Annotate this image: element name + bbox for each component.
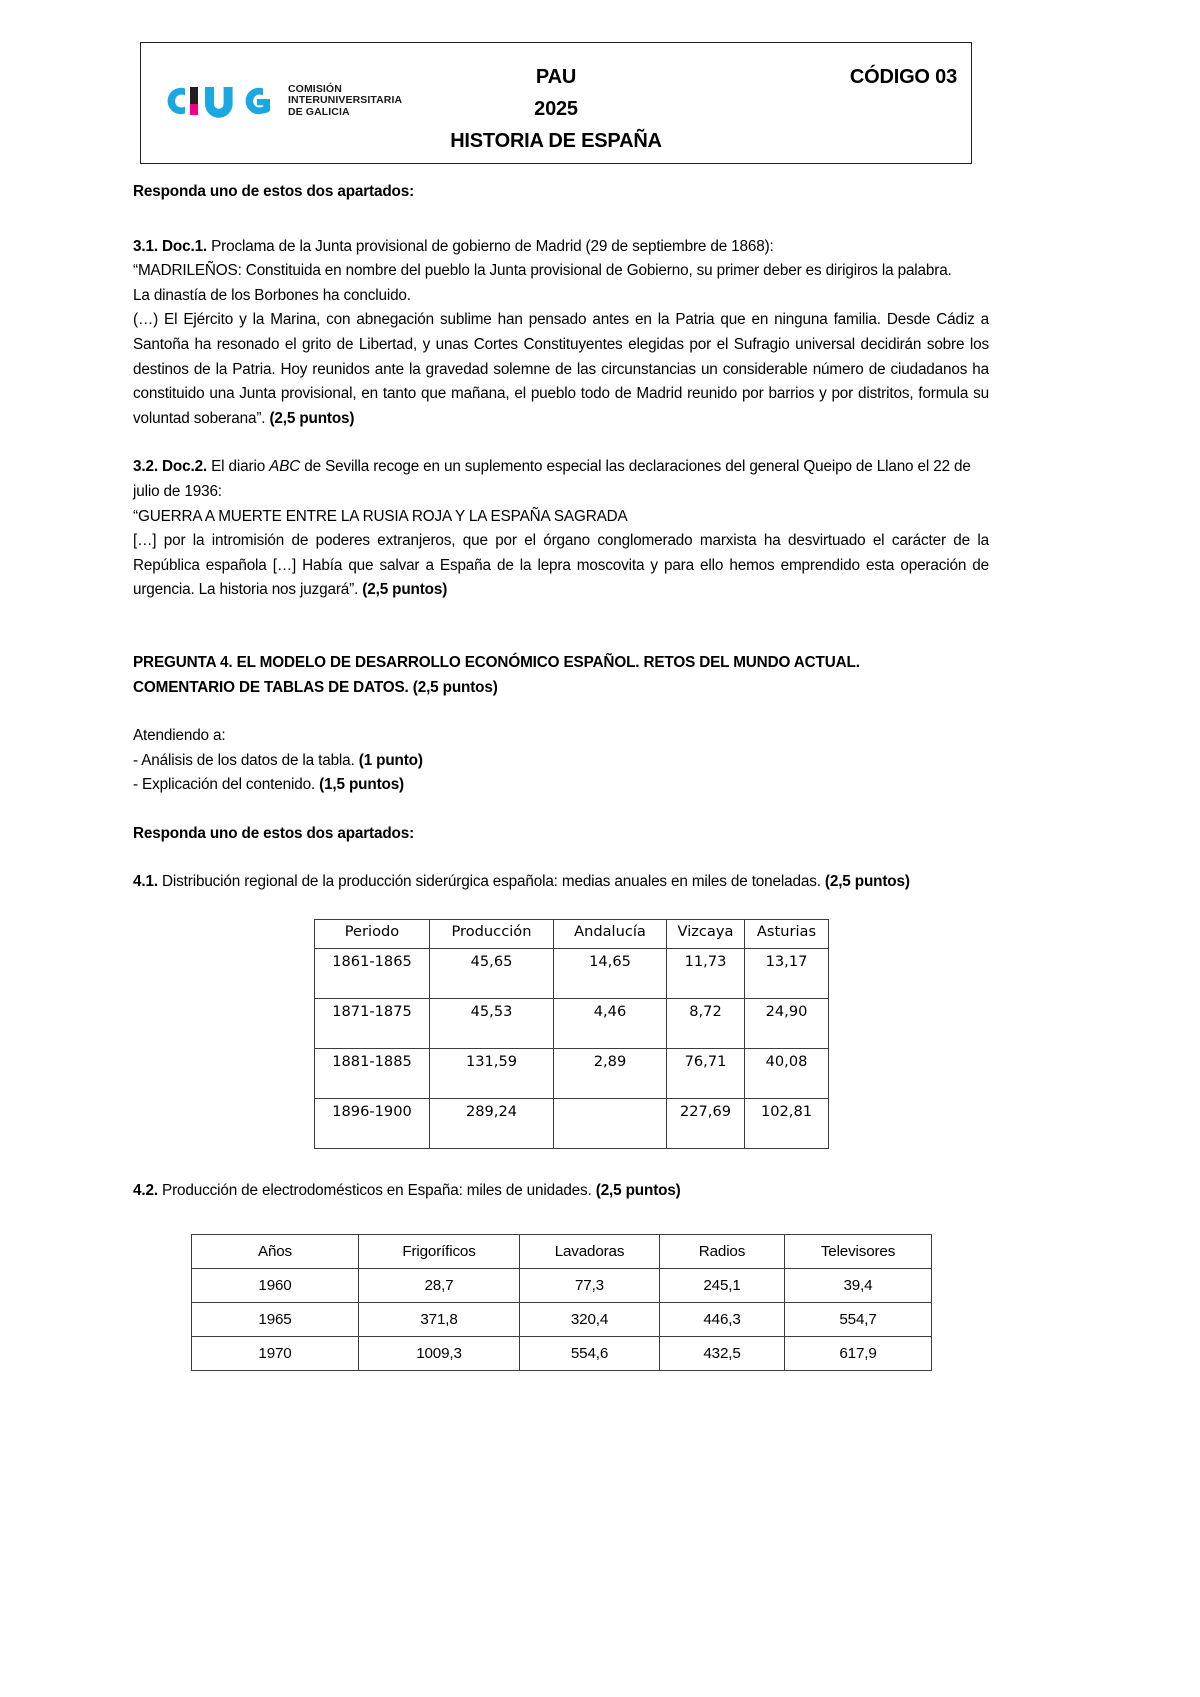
doc2-line-1: “GUERRA A MUERTE ENTRE LA RUSIA ROJA Y LA ESPAÑA SAGRADA: [133, 507, 628, 525]
table1-cell: 11,73: [667, 949, 745, 999]
doc2-intro: [133, 455, 989, 504]
table1-cell: 2,89: [554, 1049, 667, 1099]
table-row: [192, 1302, 932, 1336]
table2-cell: 617,9: [785, 1336, 932, 1370]
table2-cell: 245,1: [660, 1268, 785, 1302]
table1-header-cell: Andalucía: [554, 920, 667, 949]
doc1-intro-text: Proclama de la Junta provisional de gobierno de Madrid (29 de septiembre de 1868):: [207, 237, 774, 255]
table2-header-cell: Radios: [660, 1234, 785, 1268]
doc2-line-2-text: […] por la intromisión de poderes extranjeros, que por el órgano conglomerado marxista ha desvirtuado el carácter de la República española […] Había que salvar a España de la lepra moscovita y para ello hemos emprendido esta operación de urgencia. La historia nos juzgará”.: [133, 532, 989, 599]
doc1-intro: [133, 235, 989, 260]
table2-header-cell: Frigoríficos: [359, 1234, 520, 1268]
table2-cell: 77,3: [520, 1268, 660, 1302]
table1-cell: 13,17: [745, 949, 829, 999]
pregunta4-points: (2,5 puntos): [412, 678, 498, 696]
criteria-item-2-text: - Explicación del contenido.: [133, 776, 320, 794]
table-header-row: [192, 1234, 932, 1268]
table1-header-cell: Asturias: [745, 920, 829, 949]
table2-header-cell: Lavadoras: [520, 1234, 660, 1268]
criteria-item-2: [133, 773, 989, 798]
criteria-item-1: [133, 749, 989, 774]
exam-title-year: 2025: [534, 98, 578, 120]
section-4-1-number: 4.1.: [133, 873, 158, 891]
doc1-points: (2,5 puntos): [269, 409, 355, 427]
table2-cell: 1960: [192, 1268, 359, 1302]
table1-cell: 1896-1900: [315, 1099, 430, 1149]
exam-title-pau: PAU: [535, 66, 577, 88]
table2-cell: 554,7: [785, 1302, 932, 1336]
doc1-line-3-text: (…) El Ejército y la Marina, con abnegación sublime han pensado antes en la Patria que en ninguna familia. Desde Cádiz a Santoña ha resonado el grito de Libertad, y unas Cortes Constituyentes elegidas por el Sufragio universal decidirán sobre los destinos de la Patria. Hoy reunidos ante la gravedad solemne de las circunstancias un considerable número de ciudadanos ha constituido una Junta provisional, en tanto que mañana, el pueblo todo de Madrid reunido por barrios y por distritos, formula su voluntad soberana”.: [133, 311, 989, 427]
instruction-respond-one-2: Responda uno de estos dos apartados:: [133, 824, 415, 842]
table2-cell: 432,5: [660, 1336, 785, 1370]
pregunta4-subtitle: COMENTARIO DE TABLAS DE DATOS.: [133, 678, 413, 696]
table1-header-cell: Vizcaya: [667, 920, 745, 949]
section-4-1-caption: [133, 870, 989, 895]
table1-cell: 40,08: [745, 1049, 829, 1099]
section-4-2-text: Producción de electrodomésticos en España: miles de unidades.: [157, 1182, 596, 1200]
table1-cell-empty: [554, 1099, 667, 1149]
doc1-line-1: “MADRILEÑOS: Constituida en nombre del pueblo la Junta provisional de Gobierno, su primer deber es dirigiros la palabra.: [133, 262, 952, 280]
section-4-1-points: (2,5 puntos): [824, 873, 910, 891]
criteria-item-2-points: (1,5 puntos): [319, 776, 405, 794]
doc2-intro-italic: ABC: [269, 458, 301, 476]
table1-cell: 227,69: [667, 1099, 745, 1149]
table2-cell: 1970: [192, 1336, 359, 1370]
table2-cell: 1965: [192, 1302, 359, 1336]
table-row: [315, 1049, 829, 1099]
exam-header-box: [140, 42, 972, 164]
doc1-line-2: La dinastía de los Borbones ha concluido.: [133, 286, 411, 304]
table2-header-cell: Televisores: [785, 1234, 932, 1268]
doc2-points: (2,5 puntos): [362, 581, 448, 599]
section-4-2-caption: [133, 1179, 989, 1204]
table1-cell: 8,72: [667, 999, 745, 1049]
section-4-2-number: 4.2.: [133, 1182, 158, 1200]
criteria-intro: Atendiendo a:: [133, 727, 226, 745]
table2-cell: 554,6: [520, 1336, 660, 1370]
exam-title: [141, 61, 971, 157]
logo-word-line-3: DE GALICIA: [288, 105, 350, 118]
table2-header-cell: Años: [192, 1234, 359, 1268]
table-row: [192, 1268, 932, 1302]
pregunta4-title-line-2: [133, 676, 989, 701]
exam-code: CÓDIGO 03: [849, 66, 957, 88]
doc2-number: 3.2. Doc.2.: [133, 458, 208, 476]
exam-title-subject: HISTORIA DE ESPAÑA: [450, 130, 662, 152]
table-row: [315, 1099, 829, 1149]
logo-word-line-1: COMISIÓN: [288, 82, 342, 95]
doc1-line-3: [133, 308, 989, 431]
table1-cell: 289,24: [430, 1099, 554, 1149]
criteria-item-1-points: (1 punto): [358, 751, 423, 769]
section-4-2-points: (2,5 puntos): [595, 1182, 681, 1200]
pregunta4-title-line-1: PREGUNTA 4. EL MODELO DE DESARROLLO ECONÓMICO ESPAÑOL. RETOS DEL MUNDO ACTUAL.: [133, 653, 860, 671]
table-header-row: [315, 920, 829, 949]
section-4-1-text: Distribución regional de la producción siderúrgica española: medias anuales en miles de toneladas.: [157, 873, 825, 891]
table1-cell: 1871-1875: [315, 999, 430, 1049]
table1-cell: 102,81: [745, 1099, 829, 1149]
table1-cell: 45,53: [430, 999, 554, 1049]
table1-cell: 1861-1865: [315, 949, 430, 999]
table2-cell: 446,3: [660, 1302, 785, 1336]
logo-word-line-2: INTERUNIVERSITARIA: [288, 94, 403, 107]
table1-cell: 4,46: [554, 999, 667, 1049]
table2-cell: 320,4: [520, 1302, 660, 1336]
siderurgia-table-wrap: [314, 919, 817, 1149]
electrodomesticos-table-wrap: [191, 1234, 931, 1371]
table2-cell: 1009,3: [359, 1336, 520, 1370]
instruction-respond-one-1: Responda uno de estos dos apartados:: [133, 183, 415, 200]
table1-cell: 1881-1885: [315, 1049, 430, 1099]
table1-cell: 24,90: [745, 999, 829, 1049]
table-row: [192, 1336, 932, 1370]
electrodomesticos-table: [191, 1234, 932, 1371]
table2-cell: 371,8: [359, 1302, 520, 1336]
table1-cell: 131,59: [430, 1049, 554, 1099]
doc2-line-2: [133, 529, 989, 603]
table-row: [315, 949, 829, 999]
exam-content: [133, 180, 989, 1371]
table2-cell: 28,7: [359, 1268, 520, 1302]
doc2-intro-a: El diario: [207, 458, 270, 476]
table-row: [315, 999, 829, 1049]
table1-cell: 14,65: [554, 949, 667, 999]
criteria-item-1-text: - Análisis de los datos de la tabla.: [133, 751, 359, 769]
table2-cell: 39,4: [785, 1268, 932, 1302]
table1-header-cell: Producción: [430, 920, 554, 949]
doc2-intro-b: de Sevilla recoge en un suplemento especial las declaraciones del general Queipo de Llano el 22 de julio de 1936:: [133, 458, 971, 500]
table1-cell: 45,65: [430, 949, 554, 999]
doc1-number: 3.1. Doc.1.: [133, 237, 208, 255]
table1-header-cell: Periodo: [315, 920, 430, 949]
siderurgia-table: [314, 919, 829, 1149]
table1-cell: 76,71: [667, 1049, 745, 1099]
